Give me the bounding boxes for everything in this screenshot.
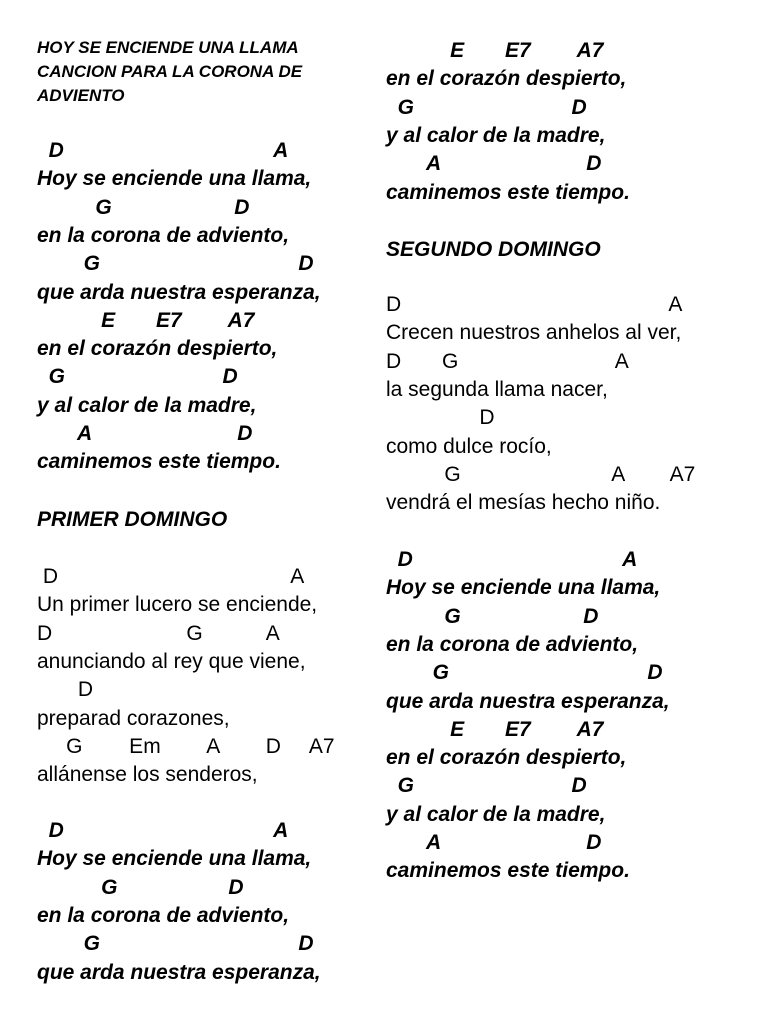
chord-line: G D: [37, 875, 244, 899]
lyric-line: que arda nuestra esperanza,: [37, 280, 321, 304]
song-title: ADVIENTO: [37, 86, 125, 105]
chord-line: G D: [37, 195, 250, 219]
chord-line: G D: [37, 365, 238, 389]
chord-line: D: [386, 406, 495, 430]
section-heading: SEGUNDO DOMINGO: [386, 238, 601, 261]
chord-line: D A: [386, 548, 638, 571]
lyric-line: preparad corazones,: [37, 706, 230, 730]
lyric-line: y al calor de la madre,: [386, 802, 606, 826]
lyric-line: que arda nuestra esperanza,: [37, 960, 321, 984]
chord-line: A D: [386, 831, 602, 854]
lyric-line: la segunda llama nacer,: [386, 377, 608, 401]
lyric-line: y al calor de la madre,: [37, 393, 257, 417]
chord-line: D A: [37, 139, 289, 162]
song-title: CANCION PARA LA CORONA DE: [37, 62, 303, 81]
chord-line: D G A: [37, 621, 280, 645]
chord-line: D A: [37, 565, 305, 588]
chord-line: G D: [37, 252, 314, 276]
chord-line: G Em A D A7: [37, 734, 335, 758]
lyric-line: como dulce rocío,: [386, 434, 552, 458]
song-title: HOY SE ENCIENDE UNA LLAMA: [37, 38, 299, 57]
lyric-line: Hoy se enciende una llama,: [37, 847, 312, 871]
lyric-line: que arda nuestra esperanza,: [386, 689, 670, 713]
chord-line: G D: [386, 95, 587, 119]
lyric-line: en la corona de adviento,: [37, 223, 290, 247]
lyric-line: allánense los senderos,: [37, 763, 258, 787]
chord-line: D: [37, 678, 94, 702]
lyric-line: caminemos este tiempo.: [386, 859, 630, 883]
chord-line: A D: [37, 422, 253, 445]
chord-line: G D: [37, 932, 314, 956]
chord-line: D G A: [386, 349, 629, 373]
chord-line: G D: [386, 604, 599, 628]
chord-line: G D: [386, 774, 587, 798]
lyric-line: vendrá el mesías hecho niño.: [386, 491, 661, 515]
lyric-line: Hoy se enciende una llama,: [37, 167, 312, 191]
chord-line: E E7 A7: [386, 717, 604, 741]
lyric-line: Un primer lucero se enciende,: [37, 593, 318, 617]
lyric-line: caminemos este tiempo.: [37, 450, 281, 474]
chord-line: D A: [37, 819, 289, 842]
chord-line: A D: [386, 152, 602, 176]
chord-line: E E7 A7: [37, 308, 255, 332]
lyric-line: caminemos este tiempo.: [386, 180, 630, 204]
chord-line: G D: [386, 661, 663, 685]
lyric-line: en el corazón despierto,: [386, 67, 627, 91]
lyric-line: Crecen nuestros anhelos al ver,: [386, 321, 682, 345]
lyric-line: y al calor de la madre,: [386, 123, 606, 147]
chord-line: E E7 A7: [386, 39, 604, 62]
lyric-line: anunciando al rey que viene,: [37, 649, 306, 673]
section-heading: PRIMER DOMINGO: [37, 508, 228, 531]
chord-line: D A: [386, 293, 683, 316]
lyric-line: Hoy se enciende una llama,: [386, 576, 661, 600]
lyric-line: en el corazón despierto,: [386, 746, 627, 770]
lyric-line: en el corazón despierto,: [37, 337, 278, 361]
lyric-line: en la corona de adviento,: [37, 903, 290, 927]
lyric-line: en la corona de adviento,: [386, 632, 639, 656]
chord-line: G A A7: [386, 462, 696, 486]
